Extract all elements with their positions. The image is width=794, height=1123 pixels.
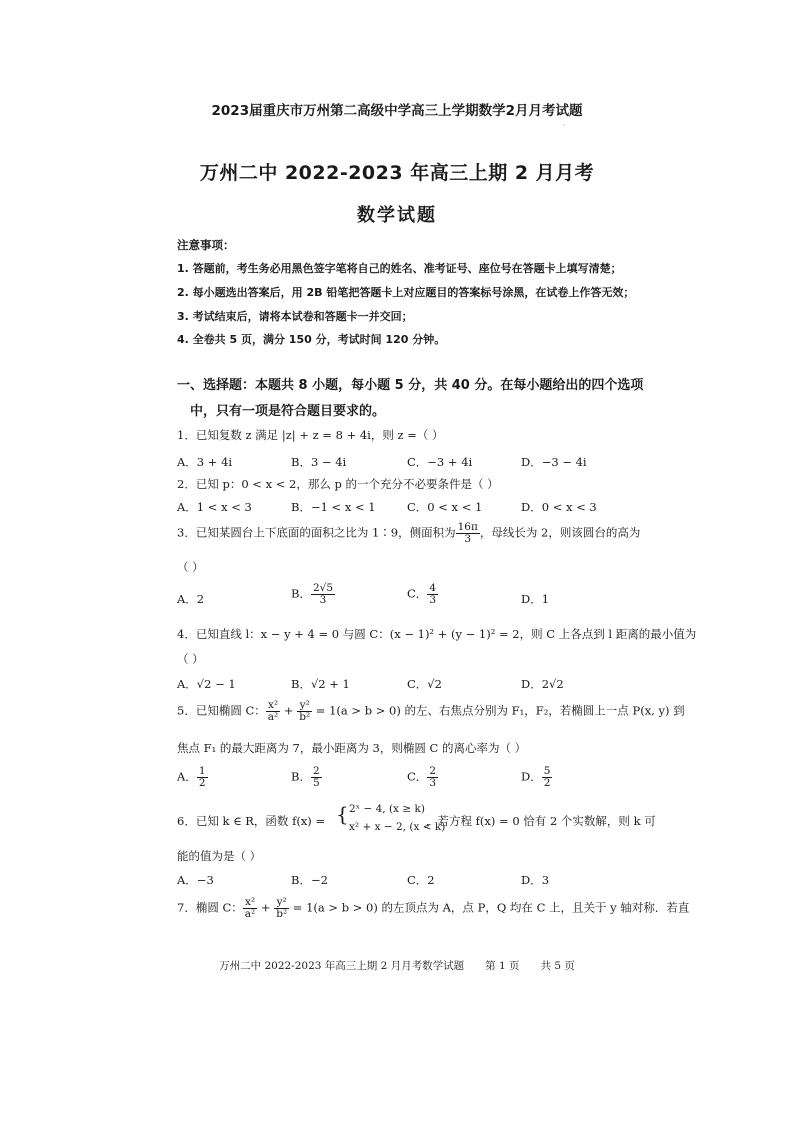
question-2-stem: 2．已知 p：0 < x < 2，那么 p 的一个充分不必要条件是（ ） (177, 477, 499, 491)
question-5-option-a (177, 766, 208, 789)
question-1-option-b: B．3 − 4i (291, 455, 347, 469)
notice-item: 1. 答题前，考生务必用黑色签字笔将自己的姓名、准考证号、座位号在答题卡上填写清楚； (177, 262, 622, 275)
question-4-stem: 4．已知直线 l：x − y + 4 = 0 与圆 C：(x − 1)² + (y − 1)² = 2，则 C 上各点到 l 距离的最小值为 (177, 627, 697, 641)
question-6-option-d: D．3 (521, 873, 550, 887)
notice-item: 2. 每小题选出答案后，用 2B 铅笔把答题卡上对应题目的答案标号涂黑，在试卷上作答无效； (177, 286, 635, 299)
notice-heading: 注意事项： (177, 238, 235, 252)
fraction-numerator: 5 (543, 765, 551, 777)
fraction-denominator: 3 (429, 594, 436, 607)
document-header-title: 2023届重庆市万州第二高级中学高三上学期数学2月月考试题 (211, 103, 583, 119)
question-5-stem-part2: = 1(a > b > 0) 的左、右焦点分别为 F₁，F₂，若椭圆上一点 P(x, y) 到 (312, 703, 685, 718)
fraction-denominator: a² (267, 711, 279, 724)
option-label: B． (291, 769, 311, 784)
question-4-option-d: D．2√2 (521, 677, 564, 691)
scan-dot: · (563, 121, 566, 130)
question-5-option-c (407, 766, 438, 789)
fraction (311, 766, 322, 789)
fraction-numerator: x² (266, 700, 280, 712)
question-4-paren: （ ） (177, 652, 204, 666)
question-1-option-a: A．3 + 4i (177, 455, 233, 469)
fraction-numerator: x² (243, 897, 257, 909)
plus-sign: + (257, 900, 275, 915)
fraction-denominator: 2 (543, 777, 551, 790)
fraction-denominator: 5 (312, 777, 320, 790)
question-3-paren: （ ） (177, 560, 204, 574)
question-3-option-a: A．2 (177, 592, 205, 606)
question-2-option-c: C．0 < x < 1 (407, 500, 483, 514)
question-3-option-d: D．1 (521, 592, 550, 606)
fraction (297, 700, 312, 723)
question-2-option-b: B．−1 < x < 1 (291, 500, 376, 514)
question-5-option-b (291, 766, 322, 789)
fraction-denominator: 3 (464, 533, 472, 546)
question-6-case-2: x² + x − 2, (x < k) (349, 821, 446, 833)
question-2-option-a: A．1 < x < 3 (177, 500, 252, 514)
option-label: B． (291, 586, 311, 601)
fraction-denominator: b² (276, 908, 288, 921)
fraction-numerator: 2 (312, 765, 320, 777)
fraction (197, 766, 208, 789)
fraction (427, 766, 438, 789)
fraction-denominator: 2 (198, 777, 206, 790)
question-6-stem-part2: ，若方程 f(x) = 0 恰有 2 个实数解，则 k 可 (426, 814, 656, 828)
option-label: C． (407, 769, 428, 784)
question-3-stem-part1: 3．已知某圆台上下底面的面积之比为 1∶9，侧面积为 (177, 525, 456, 540)
fraction-numerator: y² (274, 897, 289, 909)
fraction (266, 700, 280, 723)
question-7-stem-part1: 7．椭圆 C： (177, 900, 243, 915)
plus-sign: + (280, 703, 298, 718)
question-6-stem-line2: 能的值为是（ ） (177, 849, 262, 863)
fraction-numerator: y² (297, 700, 312, 712)
question-6-stem-part1: 6．已知 k ∈ R，函数 f(x) = (177, 814, 326, 828)
fraction-denominator: 3 (319, 594, 327, 607)
option-label: A． (177, 769, 197, 784)
question-7-stem (177, 897, 689, 920)
section-heading-cont: 中，只有一项是符合题目要求的。 (190, 404, 386, 419)
question-2-option-d: D．0 < x < 3 (521, 500, 597, 514)
fraction-numerator: 1 (198, 765, 206, 777)
fraction-denominator: a² (244, 908, 256, 921)
exam-subject: 数学试题 (357, 205, 437, 226)
fraction (274, 897, 289, 920)
question-1-option-d: D．−3 − 4i (521, 455, 587, 469)
fraction-numerator: 2√5 (312, 582, 334, 594)
question-3-stem (177, 522, 640, 545)
fraction-denominator: 3 (429, 777, 436, 790)
question-6-case-1: 2ˣ − 4, (x ≥ k) (349, 803, 425, 815)
question-6-option-a: A．−3 (177, 873, 214, 887)
question-1-option-c: C．−3 + 4i (407, 455, 473, 469)
question-7-stem-part2: = 1(a > b > 0) 的左顶点为 A，点 P，Q 均在 C 上，且关于 y 轴对称．若直 (289, 900, 690, 915)
brace-icon: { (336, 802, 349, 826)
question-5-option-d (521, 766, 552, 789)
fraction-numerator: 2 (429, 765, 436, 777)
question-4-option-c: C．√2 (407, 677, 442, 691)
notice-item: 4. 全卷共 5 页，满分 150 分，考试时间 120 分钟。 (177, 333, 446, 346)
question-3-option-c (407, 583, 438, 606)
fraction-numerator: 16π (457, 521, 478, 533)
fraction-denominator: b² (299, 711, 311, 724)
fraction (243, 897, 257, 920)
option-label: D． (521, 769, 542, 784)
page-footer: 万州二中 2022-2023 年高三上期 2 月月考数学试题 第 1 页 共 5 页 (219, 960, 575, 972)
question-5-stem-part1: 5．已知椭圆 C： (177, 703, 266, 718)
fraction (427, 583, 438, 606)
question-4-option-b: B．√2 + 1 (291, 677, 350, 691)
question-6-option-b: B．−2 (291, 873, 328, 887)
question-1-stem: 1．已知复数 z 满足 |z| + z = 8 + 4i，则 z =（ ） (177, 428, 444, 442)
exam-title: 万州二中 2022-2023 年高三上期 2 月月考 (199, 162, 595, 184)
question-3-stem-part2: ，母线长为 2，则该圆台的高为 (479, 525, 641, 540)
question-4-option-a: A．√2 − 1 (177, 677, 236, 691)
fraction (456, 522, 480, 545)
question-5-stem (177, 700, 685, 723)
notice-item: 3. 考试结束后，请将本试卷和答题卡一并交回； (177, 310, 413, 323)
fraction (311, 583, 335, 606)
section-heading: 一、选择题：本题共 8 小题，每小题 5 分，共 40 分。在每小题给出的四个选项 (177, 378, 644, 393)
fraction (542, 766, 553, 789)
question-3-option-b (291, 583, 335, 606)
question-6-option-c: C．2 (407, 873, 435, 887)
option-label: C． (407, 586, 428, 601)
fraction-numerator: 4 (429, 582, 436, 594)
question-5-stem-line2: 焦点 F₁ 的最大距离为 7，最小距离为 3，则椭圆 C 的离心率为（ ） (177, 741, 527, 755)
